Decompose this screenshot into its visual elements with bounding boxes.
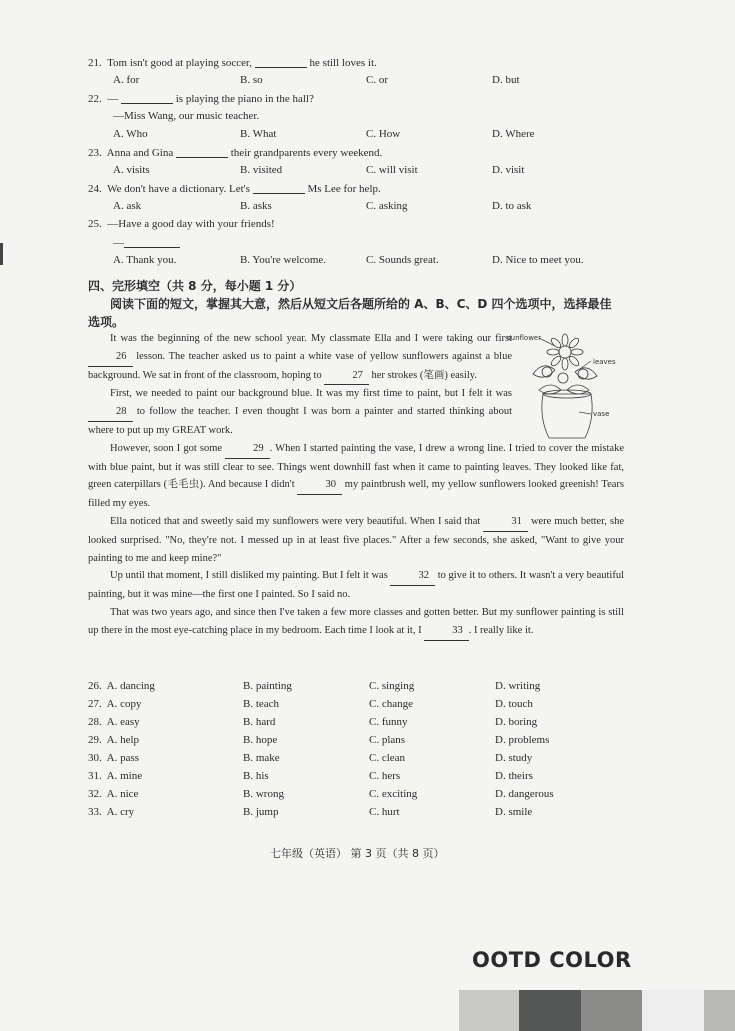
cloze-27: 27. A. copy [88, 698, 142, 710]
label-leaves: leaves [593, 358, 616, 366]
answer-blank [124, 236, 180, 248]
answer-blank [253, 182, 305, 194]
cloze-28: 28. A. easy [88, 716, 140, 728]
cloze-31-option-d: D. theirs [495, 770, 533, 782]
cloze-32-option-d: D. dangerous [495, 788, 554, 800]
blank-26: 26 [88, 348, 133, 367]
cloze-30-option-c: C. clean [369, 752, 406, 764]
q21-option-b: B. so [240, 74, 263, 86]
paragraph-3: However, soon I got some 29 . When I started painting the vase, I drew a wrong line. I tried to cover the mistake with blue paint, but it was still clear to see. Things went downhill fast when it came to painting leaves. They looked like fat, green caterpillars (毛毛虫). And because I didn't 30 my paintbrush well, my yellow sunflowers looked greenish! Tears filled my eyes. [88, 440, 624, 513]
cloze-29-option-b: B. hope [243, 734, 278, 746]
cloze-31: 31. A. mine [88, 770, 143, 782]
q24-option-c: C. asking [366, 200, 408, 212]
cloze-26-option-c: C. singing [369, 680, 415, 692]
cloze-27-option-d: D. touch [495, 698, 533, 710]
cloze-26: 26. A. dancing [88, 680, 155, 692]
blank-33: 33 [424, 622, 469, 641]
section-instruction: 阅读下面的短文，掌握其大意，然后从短文后各题所给的 A、B、C、D 四个选项中，选择最佳选项。 [88, 297, 612, 329]
q25-option-c: C. Sounds great. [366, 254, 439, 266]
q23-option-a: A. visits [113, 164, 150, 176]
cloze-29-option-c: C. plans [369, 734, 406, 746]
question-25: 25. —Have a good day with your friends! [88, 218, 275, 230]
paragraph-2: First, we needed to paint our background blue. It was my first time to paint, but I felt it was 28 to follow the teacher. I even thought I was born a painter and started thinking about where to put up my GREAT work. [88, 388, 512, 436]
cloze-27-option-c: C. change [369, 698, 413, 710]
cloze-30-option-d: D. study [495, 752, 533, 764]
q21-option-a: A. for [113, 74, 140, 86]
cloze-26-option-b: B. painting [243, 680, 292, 692]
paragraph-4: Ella noticed that and sweetly said my sunflowers were very beautiful. When I said that 31 were much better, she looked surprised. "No, they're not. I messed up in at least five places." After a few seconds, she asked, "Want to give your painting to me and keep mine?" [88, 513, 624, 567]
q24-option-d: D. to ask [492, 200, 532, 212]
q23-option-d: D. visit [492, 164, 525, 176]
cloze-32: 32. A. nice [88, 788, 139, 800]
answer-blank [176, 146, 228, 158]
q25-option-a: A. Thank you. [113, 254, 177, 266]
color-swatch-5 [704, 990, 735, 1031]
blank-29: 29 [225, 440, 270, 459]
cloze-27-option-b: B. teach [243, 698, 280, 710]
cloze-33-option-b: B. jump [243, 806, 279, 818]
q25-option-d: D. Nice to meet you. [492, 254, 584, 266]
q23-option-b: B. visited [240, 164, 283, 176]
paragraph-5: Up until that moment, I still disliked my painting. But I felt it was 32 to give it to others. It wasn't a very beautiful painting, but it was mine—the first one I painted. So I said no. [88, 567, 624, 604]
label-vase: vase [593, 410, 610, 418]
q22-reply: —Miss Wang, our music teacher. [113, 110, 260, 122]
q21-option-c: C. or [366, 74, 388, 86]
q23-option-c: C. will visit [366, 164, 418, 176]
q25-reply: — [113, 236, 180, 249]
q25-option-b: B. You're welcome. [240, 254, 327, 266]
q24-option-a: A. ask [113, 200, 142, 212]
paragraph-6: That was two years ago, and since then I've taken a few more classes and gotten better. But my sunflower painting is still up there in the most eye-catching place in my bedroom. Each time I look at it, I 33 . I really like it. [88, 604, 624, 641]
q21-option-d: D. but [492, 74, 520, 86]
answer-blank [255, 56, 307, 68]
cloze-28-option-b: B. hard [243, 716, 276, 728]
brand-watermark: OOTD COLOR [472, 948, 632, 972]
question-21: 21. Tom isn't good at playing soccer, he still loves it. [88, 57, 377, 69]
cloze-passage [88, 330, 624, 641]
color-swatch-2 [519, 990, 581, 1031]
blank-31: 31 [483, 513, 528, 532]
cloze-30: 30. A. pass [88, 752, 140, 764]
blank-32: 32 [390, 567, 435, 586]
cloze-28-option-d: D. boring [495, 716, 538, 728]
q22-option-b: B. What [240, 128, 277, 140]
q22-option-a: A. Who [113, 128, 148, 140]
cloze-33: 33. A. cry [88, 806, 135, 818]
question-24: 24. We don't have a dictionary. Let's Ms Lee for help. [88, 183, 381, 195]
answer-blank [121, 92, 173, 104]
cloze-32-option-b: B. wrong [243, 788, 284, 800]
cloze-31-option-c: C. hers [369, 770, 401, 782]
blank-30: 30 [297, 476, 342, 495]
color-swatch-3 [581, 990, 642, 1031]
cloze-32-option-c: C. exciting [369, 788, 418, 800]
color-swatch-1 [459, 990, 519, 1031]
q22-option-c: C. How [366, 128, 401, 140]
cloze-29-option-d: D. problems [495, 734, 550, 746]
blank-28: 28 [88, 403, 133, 422]
cloze-28-option-c: C. funny [369, 716, 408, 728]
cloze-31-option-b: B. his [243, 770, 269, 782]
paragraph-1: It was the beginning of the new school year. My classmate Ella and I were taking our first 26 lesson. The teacher asked us to paint a white vase of yellow sunflowers against a blue background. We sat in front of the classroom, hoping to 27 her strokes (笔画) easily. [88, 330, 512, 385]
label-sunflower: sunflower [507, 334, 542, 342]
cloze-29: 29. A. help [88, 734, 140, 746]
q24-option-b: B. asks [240, 200, 272, 212]
q22-option-d: D. Where [492, 128, 535, 140]
question-23: 23. Anna and Gina their grandparents every weekend. [88, 147, 383, 159]
blank-27: 27 [324, 367, 369, 386]
cloze-30-option-b: B. make [243, 752, 280, 764]
page-footer: 七年级（英语） 第 3 页（共 8 页） [270, 847, 445, 860]
cloze-33-option-d: D. smile [495, 806, 533, 818]
scan-mark [0, 243, 3, 265]
question-22: 22. — is playing the piano in the hall? [88, 93, 314, 105]
color-swatch-4 [642, 990, 704, 1031]
cloze-26-option-d: D. writing [495, 680, 541, 692]
section-title: 四、完形填空（共 8 分，每小题 1 分） [88, 279, 302, 293]
cloze-33-option-c: C. hurt [369, 806, 400, 818]
